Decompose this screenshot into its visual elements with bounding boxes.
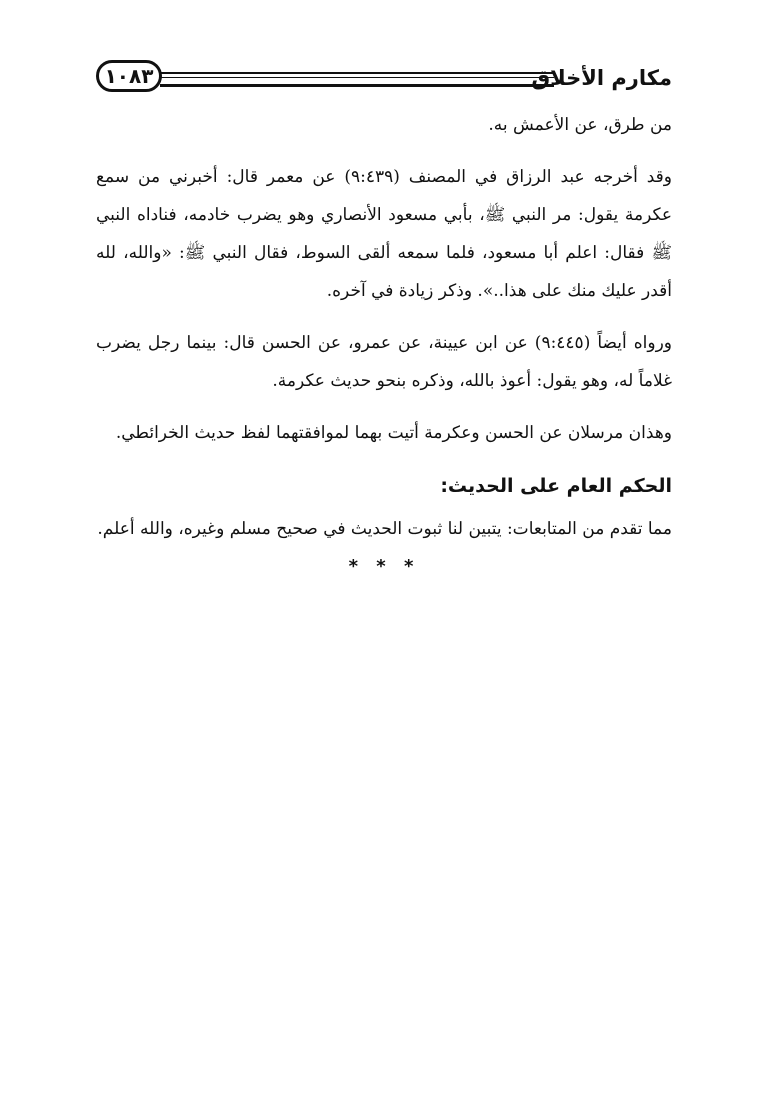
running-title: مكارم الأخلاق [531,66,672,90]
page-number: ١٠٨٣ [96,60,162,92]
section-text: مما تقدم من المتابعات: يتبين لنا ثبوت الحديث في صحيح مسلم وغيره، والله أعلم. [97,519,672,539]
page-content [96,106,672,584]
page-header [96,60,672,100]
paragraph-3: ورواه أيضاً (٩:٤٤٥) عن ابن عيينة، عن عمرو، عن الحسن قال: بينما رجل يضرب غلاماً له، وهو يقول: أعوذ بالله، وذكره بنحو حديث عكرمة. [96,333,672,391]
section-separator: * * * [348,556,420,577]
paragraph-gap [96,144,672,158]
paragraph-gap [96,400,672,414]
header-rule [160,72,554,87]
paragraph-2: وقد أخرجه عبد الرزاق في المصنف (٩:٤٣٩) عن معمر قال: أخبرني من سمع عكرمة يقول: مر النبي ﷺ، بأبي مسعود الأنصاري وهو يضرب خادمه، فناداه النبي ﷺ فقال: اعلم أبا مسعود، فلما سمعه ألقى السوط، فقال النبي ﷺ: «والله، لله أقدر عليك منك على هذا..». وذكر زيادة في آخره. [96,167,672,301]
section-heading: الحكم العام على الحديث: [440,475,672,497]
paragraph-gap [96,310,672,324]
paragraph-4: وهذان مرسلان عن الحسن وعكرمة أتيت بهما لموافقتهما لفظ حديث الخرائطي. [115,423,672,443]
paragraph-1: من طرق، عن الأعمش به. [488,115,672,135]
